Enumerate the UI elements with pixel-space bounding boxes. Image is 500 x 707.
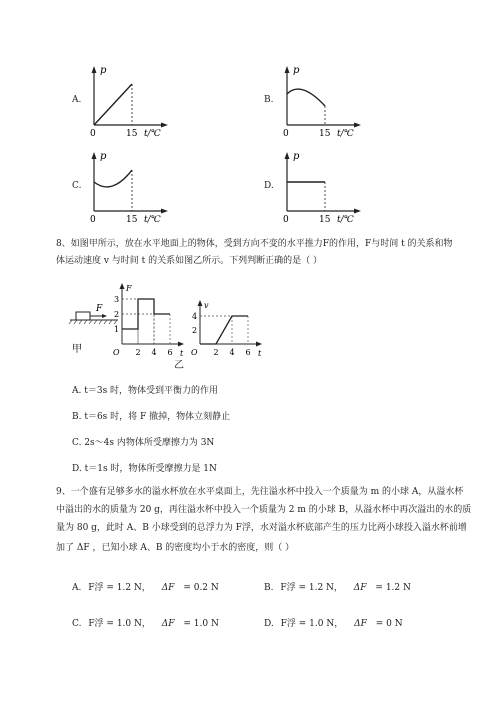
q8-graph-v-xtick: 2: [213, 348, 219, 357]
graph-a-xunit: t/℃: [144, 129, 161, 139]
graph-c: [82, 148, 172, 228]
q8-label-yi: 乙: [174, 360, 184, 371]
q9-option-c-letter: C.: [72, 619, 82, 629]
graph-c-letter: C.: [72, 181, 82, 191]
q9-option-b-dfv: = 1.2 N: [375, 583, 411, 593]
graph-a-letter: A.: [72, 95, 82, 105]
q9-option-b-df: ΔF: [353, 583, 367, 593]
q8-graph-v-series-line: [200, 316, 248, 344]
q8-graph-v-xlabel: t: [258, 349, 262, 358]
q9-option-a-dfv: = 0.2 N: [183, 583, 219, 593]
graph-d-x1: 15: [319, 215, 331, 225]
q8-graph-v: [190, 296, 264, 360]
graph-a-x1: 15: [126, 129, 138, 139]
graph-d-xunit: t/℃: [337, 215, 354, 225]
graph-a-x0: 0: [90, 129, 96, 139]
q8-graph-F-xtick: 4: [151, 348, 157, 357]
q9-option-d-f: F浮 = 1.0 N，: [280, 619, 344, 629]
q8-stem-line1: 8、如图甲所示，放在水平地面上的物体，受到方向不变的水平推力F的作用，F与时间 t 的关系和物: [56, 239, 453, 249]
q8-graph-F-x-arrow: [178, 342, 184, 347]
q8-option-a[interactable]: A. t＝3s 时，物体受到平衡力的作用: [72, 386, 219, 396]
q8-option-c[interactable]: C. 2s～4s 内物体所受摩擦力为 3N: [72, 438, 215, 448]
graph-c-ylabel: p: [100, 151, 107, 162]
q8-graph-v-origin: O: [191, 348, 198, 357]
graph-b-curve: [287, 89, 325, 106]
q9-option-c-f: F浮 = 1.0 N，: [88, 619, 151, 629]
q9-option-d-df: ΔF: [354, 619, 367, 629]
q9-option-c-dfv: = 1.0 N: [183, 619, 219, 629]
q9-option-d-letter: D.: [264, 619, 274, 629]
q8-block: [76, 312, 90, 320]
graph-b-xunit: t/℃: [337, 129, 354, 139]
graph-d-letter: D.: [264, 181, 274, 191]
q9-option-a-letter: A.: [72, 583, 82, 593]
q8-option-d[interactable]: D. t＝1s 时，物体所受摩擦力是 1N: [72, 464, 217, 474]
q8-graph-F-ytick: 1: [114, 325, 120, 334]
q9-stem-line3: 量为 80 g，此时 A、B 小球受到的总浮力为 F浮，水对溢水杯底部产生的压力比两小球投入溢水杯前增: [56, 523, 467, 533]
q9-option-a[interactable]: [72, 582, 219, 595]
q8-graph-v-ytick: 2: [192, 326, 198, 335]
q8-graph-F-y-arrow: [120, 283, 125, 289]
graph-b-x0: 0: [283, 129, 289, 139]
q8-graph-F-xtick: 2: [135, 348, 141, 357]
q9-option-c[interactable]: [72, 618, 219, 631]
q8-option-b[interactable]: B. t＝6s 时，将 F 撤掉，物体立刻静止: [72, 412, 231, 422]
q8-graph-v-x-arrow: [256, 342, 262, 347]
q9-option-a-f: F浮 = 1.2 N，: [88, 583, 151, 593]
q8-force-label: F: [96, 304, 103, 314]
q8-graph-F-ylabel: F: [126, 284, 132, 293]
q8-graph-F-xlabel: t: [180, 349, 184, 358]
q9-stem-line2: 中溢出的水的质量为 20 g，再往溢水杯中投入一个质量为 2 m 的小球 B，从溢水杯中再次溢出的水的质: [56, 505, 472, 515]
graph-d-x0: 0: [283, 215, 289, 225]
q9-option-c-df: ΔF: [161, 619, 175, 629]
q8-graph-F-xtick: 6: [167, 348, 173, 357]
graph-a: [82, 62, 172, 142]
q9-option-d-dfv: = 0 N: [375, 619, 403, 629]
q8-graph-F-origin: O: [113, 348, 120, 357]
q8-stem-line2: 体运动速度 v 与时间 t 的关系如图乙所示。下列判断正确的是（ ）: [56, 256, 323, 266]
q9-stem-line1: 9、一个盛有足够多水的溢水杯放在水平桌面上，先往溢水杯中投入一个质量为 m 的小球 A，从溢水杯: [56, 487, 464, 497]
graph-b: [275, 62, 365, 142]
q8-graph-v-xtick: 4: [229, 348, 235, 357]
graph-a-ylabel: p: [100, 65, 107, 76]
q8-graph-v-ytick: 4: [192, 312, 198, 321]
graph-d: [275, 148, 365, 228]
graph-d-ylabel: p: [293, 151, 300, 162]
q9-option-b-letter: B.: [264, 583, 274, 593]
graph-c-x1: 15: [126, 215, 138, 225]
q8-graph-v-y-arrow: [198, 300, 203, 306]
q9-stem-line4: 加了 ΔF ，已知小球 A、B 的密度均小于水的密度，则（ ）: [56, 543, 295, 553]
q8-graph-F-ytick: 3: [114, 295, 120, 304]
graph-b-ylabel: p: [293, 65, 300, 76]
graph-b-letter: B.: [264, 95, 274, 105]
q8-graph-v-xtick: 6: [245, 348, 251, 357]
graph-c-xunit: t/℃: [144, 215, 161, 225]
q9-option-b[interactable]: [264, 582, 411, 595]
q8-graph-v-ylabel: v: [204, 301, 209, 310]
graph-c-x0: 0: [90, 215, 96, 225]
q9-option-a-df: ΔF: [161, 583, 175, 593]
graph-a-curve: [94, 84, 132, 125]
graph-c-curve: [94, 170, 132, 187]
graph-b-x1: 15: [319, 129, 331, 139]
q8-label-jia: 甲: [72, 344, 82, 355]
q8-graph-F-ytick: 2: [114, 310, 120, 319]
q8-graph-F: [112, 282, 188, 360]
q9-option-b-f: F浮 = 1.2 N，: [280, 583, 343, 593]
q9-option-d[interactable]: [264, 618, 403, 631]
